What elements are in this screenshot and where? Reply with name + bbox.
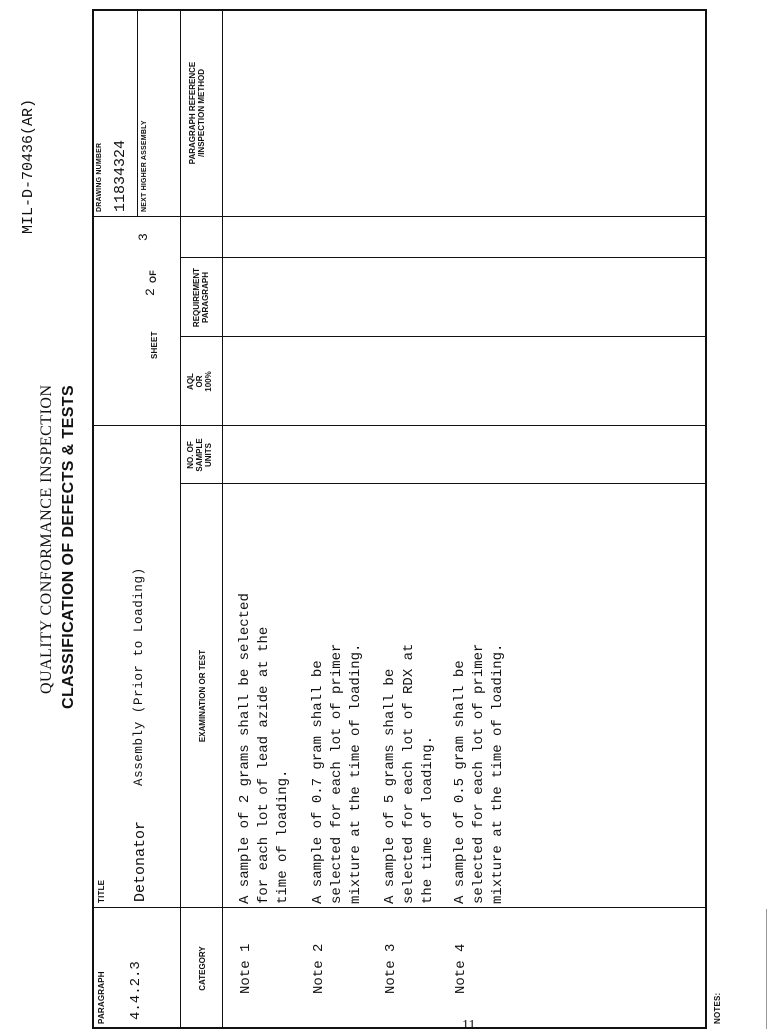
page-number: 11: [462, 1018, 476, 1033]
paragraph-label: PARAGRAPH: [97, 971, 106, 1024]
heading-line2: CLASSIFICATION OF DEFECTS & TESTS: [60, 384, 77, 709]
title-label: TITLE: [97, 879, 106, 903]
col-examination: EXAMINATION OR TEST: [198, 649, 207, 743]
sheet-label: SHEET: [150, 331, 159, 359]
row-category: Note 3: [383, 943, 399, 994]
sheet-number: 2: [143, 288, 158, 296]
title-word1: Detonator: [132, 820, 149, 902]
col-sample-units: NO. OF SAMPLE UNITS: [186, 438, 213, 472]
heading-line1: QUALITY CONFORMANCE INSPECTION: [38, 384, 55, 694]
next-higher-assembly-label: NEXT HIGHER ASSEMBLY: [141, 120, 148, 212]
row-text: A sample of 2 grams shall be selected for each lot of lead azide at the time of loading.: [237, 593, 291, 904]
drawing-number-label: DRAWING NUMBER: [96, 142, 103, 212]
col-paragraph-reference: PARAGRAPH REFERENCE /INSPECTION METHOD: [188, 61, 206, 165]
col-category: CATEGORY: [198, 946, 207, 991]
drawing-number-value: 11834324: [112, 139, 129, 212]
row-category: Note 1: [238, 943, 254, 994]
row-category: Note 4: [453, 943, 469, 994]
notes-label: NOTES:: [713, 992, 722, 1024]
title-word2: Assembly (Prior to Loading): [132, 567, 146, 786]
paragraph-value: 4.4.2.3: [128, 961, 144, 1020]
row-text: A sample of 5 grams shall be selected for each lot of RDX at the time of loading.: [382, 643, 436, 904]
document-id: MIL-D-70436(AR): [20, 98, 37, 234]
sheet-total: 3: [136, 233, 151, 241]
sheet-of-label: OF: [148, 270, 158, 283]
row-category: Note 2: [311, 943, 327, 994]
row-text: A sample of 0.5 gram shall be selected for each lot of primer mixture at the time of loading.: [452, 643, 506, 904]
row-text: A sample of 0.7 gram shall be selected for each lot of primer mixture at the time of loading.: [310, 643, 364, 904]
col-requirement: REQUIREMENT PARAGRAPH: [192, 267, 210, 328]
col-aql: AQL OR 100%: [186, 371, 213, 392]
